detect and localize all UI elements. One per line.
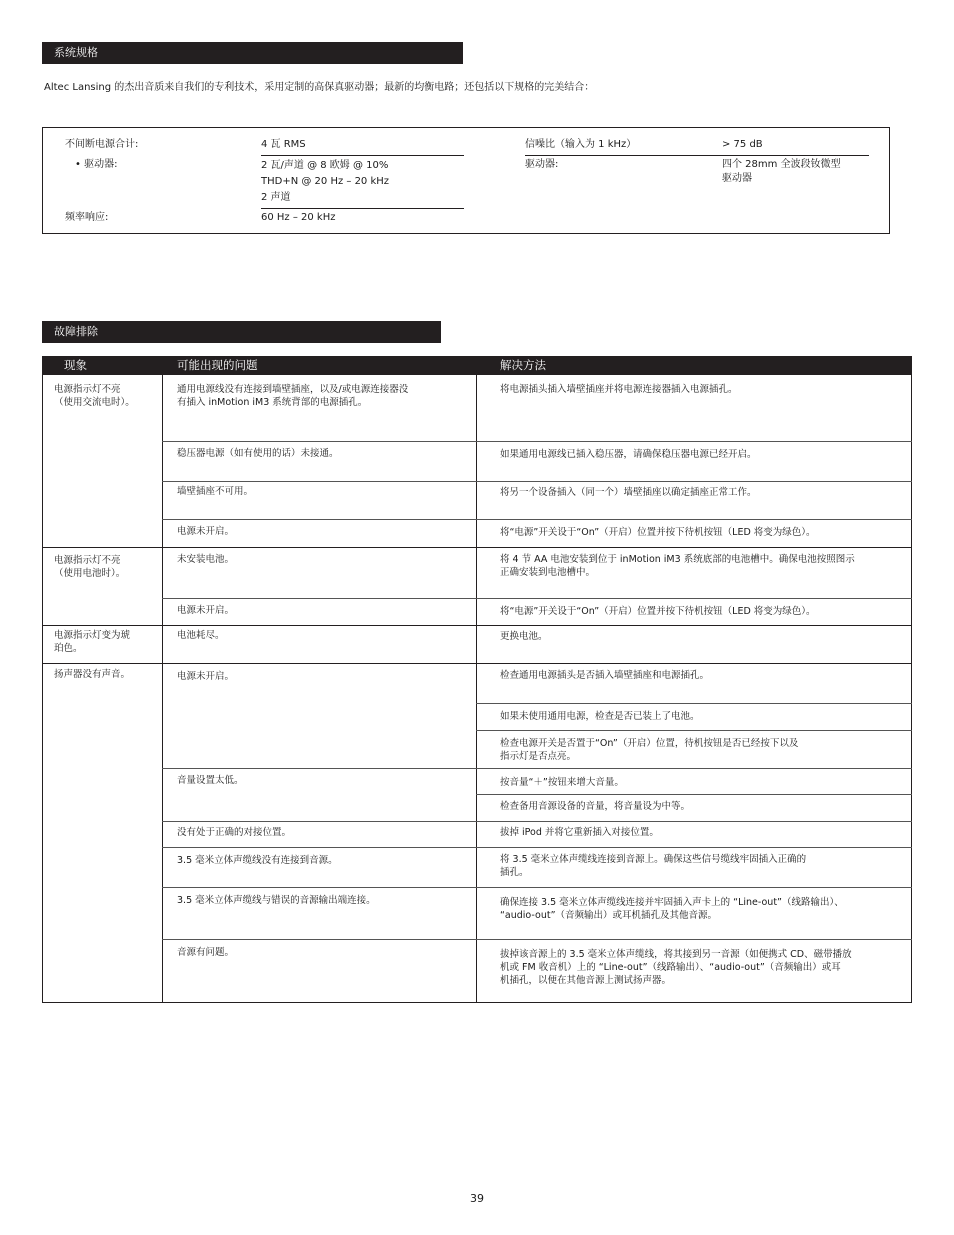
table-header: [42, 356, 912, 375]
symptom-line: 珀色。: [54, 643, 83, 654]
symptom-line: 电源指示灯不亮: [54, 384, 121, 395]
row-divider: [476, 703, 912, 704]
solution-line: 如果通用电源线已插入稳压器，请确保稳压器电源已经开启。: [500, 449, 757, 460]
row-divider: [162, 481, 912, 482]
solution-line: 插孔。: [500, 867, 529, 878]
solution-line: 机或 FM 收音机）上的 “Line-out”（线路输出）、“audio-out”（音频输出）或耳: [500, 962, 841, 973]
header-solution: 解决方法: [500, 358, 546, 372]
solution-cell: [500, 486, 908, 499]
spec-value: > 75 dB: [722, 139, 763, 150]
solution-cell: [500, 605, 908, 618]
row-divider: [162, 768, 912, 769]
problem-line: 墙壁插座不可用。: [177, 486, 254, 497]
symptom-line: （使用电池时）。: [54, 568, 126, 579]
troubleshooting-table: [42, 356, 912, 1003]
problem-line: 未安装电池。: [177, 554, 235, 565]
problem-cell: [177, 629, 469, 642]
problem-cell: [177, 447, 469, 460]
solution-line: 更换电池。: [500, 631, 548, 642]
symptom-cell: [54, 383, 158, 409]
symptom-line: 扬声器没有声音。: [54, 669, 131, 680]
spec-value-line: 2 声道: [261, 192, 291, 203]
specs-intro: Altec Lansing 的杰出音质来自我们的专利技术，采用定制的高保真驱动器；最新的均衡电路；还包括以下规格的完美结合：: [44, 82, 595, 93]
solution-cell: [500, 776, 908, 789]
solution-line: “audio-out”（音频输出）或耳机插孔及其他音源。: [500, 910, 718, 921]
problem-cell: [177, 894, 469, 907]
solution-line: 将 3.5 毫米立体声缆线连接到音源上。确保这些信号缆线牢固插入正确的: [500, 854, 807, 865]
problem-line: 没有处于正确的对接位置。: [177, 827, 292, 838]
solution-cell: [500, 826, 908, 839]
solution-cell: [500, 383, 908, 396]
row-divider: [42, 625, 912, 626]
problem-line: 音量设置太低。: [177, 775, 244, 786]
column-divider: [476, 375, 477, 1003]
row-divider: [42, 663, 912, 664]
solution-cell: [500, 630, 908, 643]
solution-cell: [500, 553, 908, 579]
solution-line: 指示灯是否点亮。: [500, 751, 577, 762]
problem-line: 电源未开启。: [177, 671, 235, 682]
problem-cell: [177, 826, 469, 839]
spec-value-line: 驱动器: [722, 173, 752, 184]
spec-value: 60 Hz – 20 kHz: [261, 212, 336, 223]
row-divider: [162, 519, 912, 520]
solution-cell: [500, 800, 908, 813]
spec-value: 4 瓦 RMS: [261, 139, 306, 150]
problem-line: 通用电源线没有连接到墙壁插座，以及/或电源连接器没: [177, 384, 409, 395]
problem-line: 电源未开启。: [177, 605, 235, 616]
solution-line: 拔掉该音源上的 3.5 毫米立体声缆线，将其接到另一音源（如便携式 CD、磁带播放: [500, 949, 852, 960]
solution-line: 机插孔，以便在其他音源上测试扬声器。: [500, 975, 672, 986]
spec-value: [722, 158, 841, 186]
spec-label: • 驱动器:: [75, 159, 118, 170]
table-border-bottom: [42, 1002, 912, 1003]
spec-value-line: THD+N @ 20 Hz – 20 kHz: [261, 176, 390, 187]
specs-section-title: 系统规格: [42, 42, 463, 64]
symptom-line: 电源指示灯不亮: [54, 555, 121, 566]
problem-cell: [177, 485, 469, 498]
spec-label: 频率响应:: [65, 212, 109, 223]
problem-cell: [177, 774, 469, 787]
header-symptom: 现象: [64, 358, 87, 372]
solution-line: 检查备用音源设备的音量，将音量设为中等。: [500, 801, 691, 812]
table-border-left: [42, 375, 43, 1003]
problem-cell: [177, 854, 469, 867]
page-number: 39: [470, 1192, 484, 1205]
troubleshooting-section-title: 故障排除: [42, 321, 441, 343]
solution-cell: [500, 710, 908, 723]
spec-label: 不间断电源合计:: [65, 139, 139, 150]
problem-cell: [177, 670, 469, 683]
symptom-cell: [54, 629, 158, 655]
problem-line: 稳压器电源（如有使用的话）未接通。: [177, 448, 339, 459]
table-border-right: [911, 375, 912, 1003]
solution-line: 将另一个设备插入（同一个）墙壁插座以确定插座正常工作。: [500, 487, 757, 498]
symptom-cell: [54, 554, 158, 580]
solution-cell: [500, 853, 908, 879]
solution-line: 拔掉 iPod 并将它重新插入对接位置。: [500, 827, 659, 838]
solution-line: 检查电源开关是否置于“On”（开启）位置，待机按钮是否已经按下以及: [500, 738, 799, 749]
problem-cell: [177, 553, 469, 566]
spec-value-line: 2 瓦/声道 @ 8 欧姆 @ 10%: [261, 160, 389, 171]
row-divider: [42, 547, 912, 548]
row-divider: [162, 939, 912, 940]
problem-cell: [177, 383, 469, 409]
solution-line: 将 4 节 AA 电池安装到位于 inMotion iM3 系统底部的电池槽中。确保电池按照图示: [500, 554, 855, 565]
spec-label: 信噪比（输入为 1 kHz）: [525, 139, 637, 150]
problem-line: 3.5 毫米立体声缆线没有连接到音源。: [177, 855, 338, 866]
row-divider: [162, 441, 912, 442]
solution-line: 按音量“＋”按钮来增大音量。: [500, 777, 624, 788]
solution-line: 检查通用电源插头是否插入墙壁插座和电源插孔。: [500, 670, 710, 681]
solution-line: 正确安装到电池槽中。: [500, 567, 596, 578]
symptom-cell: [54, 668, 158, 681]
row-divider: [162, 598, 912, 599]
solution-cell: [500, 948, 908, 987]
column-divider: [162, 375, 163, 1003]
specs-box: [42, 127, 890, 234]
problem-line: 电源未开启。: [177, 526, 235, 537]
problem-line: 音源有问题。: [177, 947, 235, 958]
problem-line: 有插入 inMotion iM3 系统背部的电源插孔。: [177, 397, 368, 408]
solution-line: 确保连接 3.5 毫米立体声缆线连接并牢固插入声卡上的 “Line-out”（线路输出）、: [500, 897, 844, 908]
problem-line: 电池耗尽。: [177, 630, 225, 641]
solution-cell: [500, 669, 908, 682]
row-divider: [162, 887, 912, 888]
problem-line: 3.5 毫米立体声缆线与错误的音源输出端连接。: [177, 895, 376, 906]
problem-cell: [177, 604, 469, 617]
solution-line: 将电源插头插入墙壁插座并将电源连接器插入电源插孔。: [500, 384, 738, 395]
row-divider: [162, 847, 912, 848]
solution-line: 将“电源”开关设于“On”（开启）位置并按下待机按钮（LED 将变为绿色）。: [500, 527, 816, 538]
row-divider: [162, 821, 912, 822]
solution-line: 如果未使用通用电源，检查是否已装上了电池。: [500, 711, 700, 722]
solution-cell: [500, 526, 908, 539]
symptom-line: （使用交流电时）。: [54, 397, 135, 408]
spec-rule: [261, 155, 464, 156]
spec-label: 驱动器:: [525, 159, 559, 170]
row-divider: [476, 730, 912, 731]
problem-cell: [177, 525, 469, 538]
solution-cell: [500, 896, 908, 922]
solution-cell: [500, 737, 908, 763]
solution-line: 将“电源”开关设于“On”（开启）位置并按下待机按钮（LED 将变为绿色）。: [500, 606, 816, 617]
problem-cell: [177, 946, 469, 959]
spec-value-line: 四个 28mm 全波段钕微型: [722, 159, 841, 170]
solution-cell: [500, 448, 908, 461]
row-divider: [476, 794, 912, 795]
spec-rule: [525, 155, 869, 156]
spec-rule: [261, 208, 464, 209]
spec-value: [261, 158, 389, 206]
symptom-line: 电源指示灯变为琥: [54, 630, 131, 641]
header-problem: 可能出现的问题: [177, 358, 258, 372]
